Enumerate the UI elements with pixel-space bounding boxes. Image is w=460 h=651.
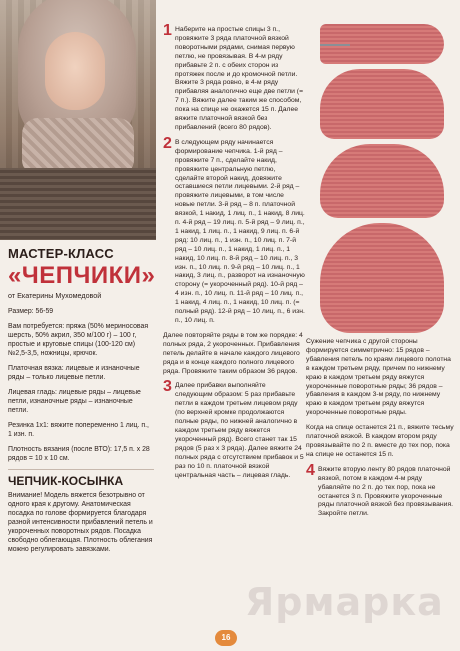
left-text-block bbox=[8, 246, 154, 560]
step-1-text: Наберите на простые спицы 3 п., провяжите 3 ряда платочной вязкой поворотными рядами, снимая первую петлю, не провязывая. В 4-м ряду прибавьте 2 п. с обеих сторон из протяжек после и до кромочной петли. Вяжите 3 ряда ровно, в 4-м ряду прибавляя аналогично еще две петли (= 7 п.). Вяжите далее таким же способом, пока на спице не окажется 15 п. Далее вяжите платочной вязкой без прибавлений (всего 80 рядов). bbox=[175, 26, 304, 131]
step-3 bbox=[163, 378, 305, 480]
step-4-text: Вяжите вторую ленту 80 рядов платочной вязкой, потом в каждом 4-м ряду убавляйте по 2 п. до тех пор, пока не останется 3 п. Провяжите укороченные ряды платочной вязкой без провязывания. Закройте петли. bbox=[318, 465, 454, 518]
knitting-swatch-photo-3 bbox=[320, 144, 444, 218]
model-face bbox=[45, 32, 105, 110]
needle-icon bbox=[320, 44, 350, 46]
step-3-text: Далее прибавки выполняйте следующим образом: 5 раз прибавьте петли в каждом третьем лицевом ряду (по верхней кромке продолжаются полные ряды, по нижней аналогично в каждом третьем ряду вяжется укороченный ряд). Всего станет так 15 рядов (5 раз х 3 ряда). Далее вяжите 24 полных ряда с отсутствием прибавок и 5 раз по 10 п. платочной вязкой центральная часть – лицевая гладь. bbox=[175, 382, 304, 479]
author-line: от Екатерины Мухомедовой bbox=[8, 291, 102, 300]
watermark: Ярмарка bbox=[245, 580, 444, 624]
model-coat bbox=[0, 168, 156, 240]
master-class-name: «ЧЕПЧИКИ» bbox=[8, 262, 156, 289]
platochnaya-text: Платочная вязка: лицевые и изнаночные ряды – только лицевые петли. bbox=[8, 365, 140, 381]
page-number: 16 bbox=[215, 630, 237, 646]
gladj-text: Лицевая гладь: лицевые ряды – лицевые петли, изнаночные ряды – изнаночные петли. bbox=[8, 389, 141, 414]
repeat-text: Далее повторяйте ряды в том же порядке: 4 полных ряда, 2 укороченных. Прибавления петель делайте в начале каждого лицевого ряда и в конце каждого полного лицевого ряда. Провяжите таким образом 36 рядов. bbox=[163, 331, 303, 375]
knitting-swatch-photo-2 bbox=[320, 69, 444, 139]
section-divider bbox=[8, 469, 154, 470]
knitting-swatch-photo-4 bbox=[320, 223, 444, 333]
step-number: 2 bbox=[163, 134, 172, 152]
step-1 bbox=[163, 22, 305, 133]
step-2 bbox=[163, 134, 305, 326]
step-number: 4 bbox=[306, 461, 315, 479]
plotnost-text: Плотность вязания (после ВТО): 17,5 п. х 28 рядов = 10 х 10 см. bbox=[8, 446, 150, 462]
step-number: 1 bbox=[163, 22, 172, 39]
right-column bbox=[306, 24, 456, 525]
materials-text: Вам потребуется: пряжа (50% мериносовая шерсть, 50% акрил, 350 м/100 г) – 100 г, простые и круговые спицы (100-120 см) №2,5-3,5, ножницы, крючок. bbox=[8, 323, 149, 357]
end-text: Когда на спице останется 21 п., вяжите тесьму платочной вязкой. В каждом втором ряду провязывайте по 2 п. вместе до тех пор, пока на спице не останется 15 п. bbox=[306, 424, 454, 458]
master-class-title: МАСТЕР-КЛАСС bbox=[8, 246, 114, 261]
model-photo bbox=[0, 0, 156, 240]
rezinka-text: Резинка 1х1: вяжите попеременно 1 лиц. п., 1 изн. п. bbox=[8, 422, 149, 438]
step-number: 3 bbox=[163, 378, 172, 396]
middle-column bbox=[163, 22, 305, 486]
left-column bbox=[0, 0, 156, 651]
knitting-swatch-photo-1 bbox=[320, 24, 444, 64]
step-4 bbox=[306, 461, 456, 519]
step-2-text: В следующем ряду начинается формирование чепчика. 1-й ряд – провяжите 7 п., сделайте накид, провяжите центральную петлю, сделайте второй накид, довяжите оставшиеся петли лицевыми. 2-й ряд – провяжите лицевыми, в том числе новые петли. 3-й ряд – 8 п. платочной вязкой, 1 накид, 1 лиц. п., 1 накид, 8 лиц. п. 4-й ряд – 19 лиц. п. 5-й ряд – 9 лиц. п., 1 накид, 1 лиц. п., 1 накид, 9 лиц. п. 6-й ряд: 10 лиц. п., 1 изн. п., 10 лиц. п. 7-й ряд – 10 лиц. п., 1 накид, 1 лиц. п., 1 накид, 10 лиц. п. 8-й ряд – 10 лиц. п., 3 изн. п., 10 лиц. п. 9-й ряд – 10 лиц. п., 1 накид, 3 лиц. п., разворот на изнаночную сторону (= укороченный ряд). 10-й ряд – 4 изн. п., 10 лиц. п. 11-й ряд – 10 лиц. п., 1 накид, 4 лиц. п., 1 накид, 10 лиц. п. (= полный ряд). 12-й ряд – 10 лиц. п., 6 изн. п., 10 лиц. п. bbox=[175, 138, 305, 324]
warning-text: Внимание! Модель вяжется безотрывно от одного края к другому. Анатомическая посадка по голове формируется благодаря разной интенсивности прибавлений петель и укороченных поворотных рядов. Посадка свободно облегающая. Плотность облегания можно регулировать завязками. bbox=[8, 492, 153, 553]
section-heading: ЧЕПЧИК-КОСЫНКА bbox=[8, 474, 124, 488]
size-line: Размер: 56-59 bbox=[8, 308, 54, 315]
right-caption: Сужение чепчика с другой стороны формируется симметрично: 15 рядов – убавления петель по краям лицевого полотна в каждом третьем ряду, причем по нижнему краю в каждом третьем ряду вяжутся укороченные поворотные ряды; 36 рядов – убавления в каждом 3-м ряду, по нижнему краю в каждом третьем ряду вяжутся укороченные поворотные ряды. bbox=[306, 338, 451, 417]
